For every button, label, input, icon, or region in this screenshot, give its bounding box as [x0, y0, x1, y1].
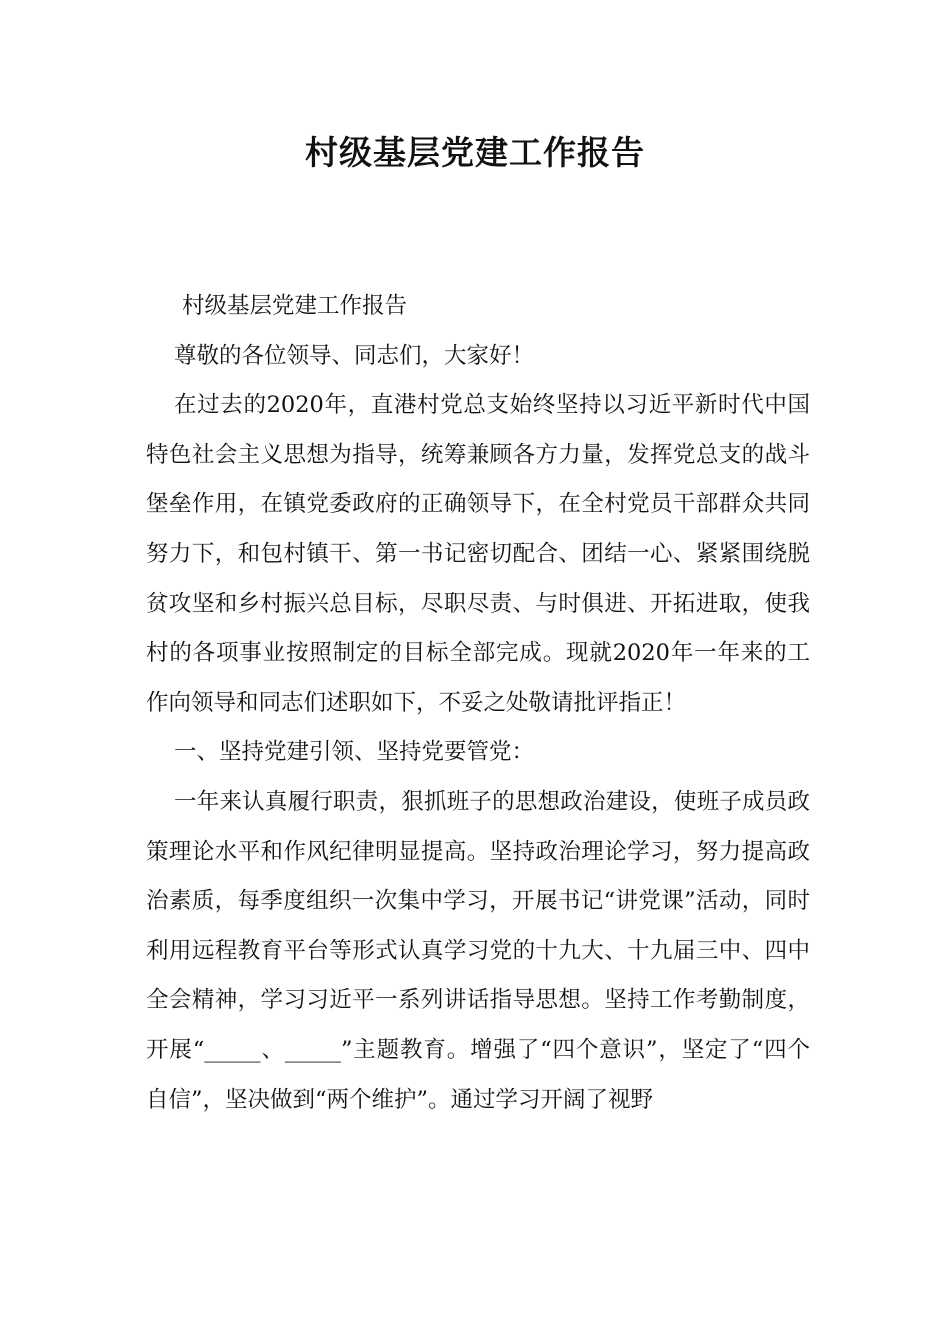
section-paragraph: 一年来认真履行职责，狠抓班子的思想政治建设，使班子成员政策理论水平和作风纪律明显提高。坚持政治理论学习，努力提高政治素质，每季度组织一次集中学习，开展书记“讲党课”活动，同时利用远程教育平台等形式认真学习党的十九大、十九届三中、四中全会精神，学习习近平一系列讲话指导思想。坚持工作考勤制度，开展“_____、_____”主题教育。增强了“四个意识”，坚定了“四个自信”，坚决做到“两个维护”。通过学习开阔了视野: [146, 788, 810, 1113]
document-body: [146, 282, 810, 1125]
document-title: 村级基层党建工作报告: [305, 133, 645, 172]
report-subtitle: 村级基层党建工作报告: [182, 293, 408, 319]
section-heading: 一、坚持党建引领、坚持党要管党：: [174, 739, 535, 766]
intro-paragraph: 在过去的2020年，直港村党总支始终坚持以习近平新时代中国特色社会主义思想为指导，统筹兼顾各方力量，发挥党总支的战斗堡垒作用，在镇党委政府的正确领导下，在全村党员干部群众共同努力下，和包村镇干、第一书记密切配合、团结一心、紧紧围绕脱贫攻坚和乡村振兴总目标，尽职尽责、与时俱进、开拓进取，使我村的各项事业按照制定的目标全部完成。现就2020年一年来的工作向领导和同志们述职如下，不妥之处敬请批评指正！: [146, 392, 810, 716]
greeting-paragraph: 尊敬的各位领导、同志们，大家好！: [174, 342, 535, 369]
